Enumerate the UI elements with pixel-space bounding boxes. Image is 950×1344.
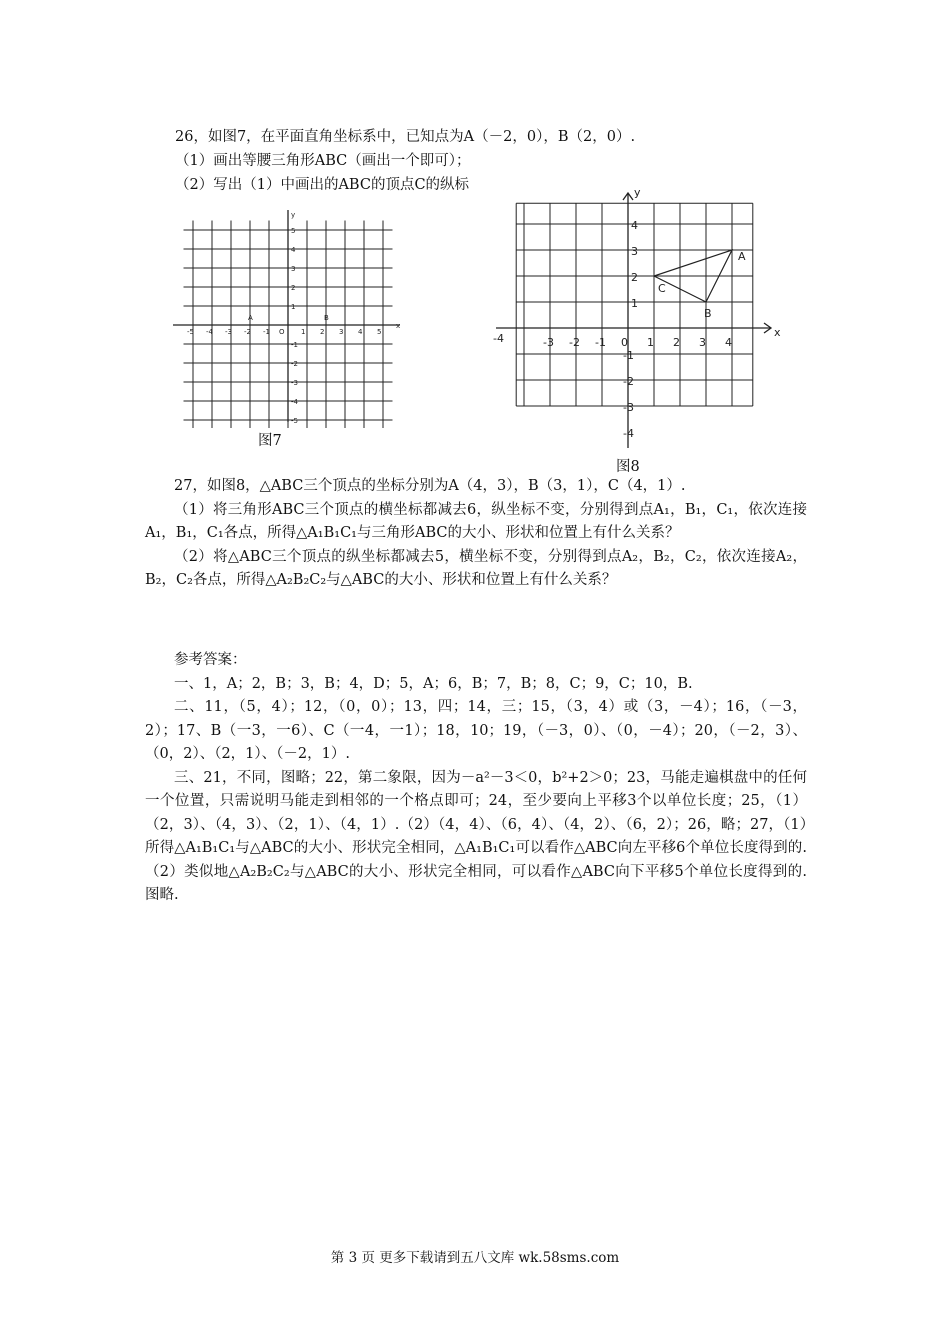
y-tick-label: -3 (291, 379, 298, 387)
x-tick-label: 4 (358, 328, 363, 336)
y-tick-label: -4 (291, 398, 298, 406)
y-tick-label: 1 (291, 303, 296, 311)
x-tick-label: -4 (206, 328, 213, 336)
y-tick-label: 5 (291, 227, 296, 235)
y-tick-label: -3 (623, 401, 634, 414)
x-tick-label: 1 (301, 328, 306, 336)
x-tick-label: 2 (673, 336, 680, 349)
q27-part1: （1）将三角形ABC三个顶点的横坐标都减去6，纵坐标不变，分别得到点A₁，B₁，C₁，依次连接A₁，B₁，C₁各点，所得△A₁B₁C₁与三角形ABC的大小、形状和位置上有什么关系？ (145, 501, 807, 541)
answers-title: 参考答案： (174, 652, 247, 668)
answers-block (145, 649, 807, 908)
q26-part1: （1）画出等腰三角形ABC（画出一个即可）； (175, 153, 471, 169)
x-tick-label: -3 (225, 328, 232, 336)
q27-block (145, 475, 807, 593)
x-tick-label: 1 (647, 336, 654, 349)
point-b-label: B (704, 307, 712, 320)
y-tick-label: -2 (291, 360, 298, 368)
x-axis-label: x (396, 322, 401, 330)
x-tick-label: 5 (377, 328, 382, 336)
figure-8-grid (488, 180, 788, 455)
q27-part2: （2）将△ABC三个顶点的纵坐标都减去5，横坐标不变，分别得到点A₂，B₂，C₂，依次连接A₂，B₂，C₂各点，所得△A₂B₂C₂与△ABC的大小、形状和位置上有什么关系？ (145, 548, 807, 588)
x-tick-label: -2 (569, 336, 580, 349)
origin-label: O (279, 328, 285, 336)
y-tick-label: -5 (291, 417, 298, 425)
point-c-label: C (658, 282, 666, 295)
answers-section-2: 二、11，（5，4）；12，（0，0）；13，四；14，三；15，（3，4）或（3，－4）；16，（－3，2）；17、B（一3，一6）、C（一4，一1）；18，10；19，（－3，0）、（0，－4）；20，（－2，3）、（0，2）、（2，1）、（－2，1）. (145, 699, 807, 762)
page-footer: 第 3 页 更多下载请到五八文库 wk.58sms.com (330, 1250, 620, 1266)
y-axis-label: y (291, 211, 296, 219)
x-tick-label: 2 (320, 328, 325, 336)
figure-7-grid (168, 208, 408, 428)
y-tick-label: -1 (291, 341, 298, 349)
x-tick-label: -4 (493, 332, 504, 345)
y-tick-label: -4 (623, 427, 634, 440)
x-tick-label: -2 (244, 328, 251, 336)
y-tick-label: 3 (631, 245, 638, 258)
x-tick-label: 0 (621, 336, 628, 349)
y-tick-label: 2 (291, 284, 296, 292)
x-tick-label: 3 (699, 336, 706, 349)
point-b-label: B (324, 314, 329, 322)
y-tick-label: -2 (623, 375, 634, 388)
y-tick-label: 3 (291, 265, 296, 273)
y-tick-label: 4 (291, 246, 296, 254)
x-tick-label: -3 (543, 336, 554, 349)
x-tick-label: 3 (339, 328, 344, 336)
y-axis-label: y (634, 186, 641, 199)
figure-8-caption: 图8 (616, 459, 640, 475)
y-tick-label: 1 (631, 297, 638, 310)
x-tick-label: 4 (725, 336, 732, 349)
answers-section-3: 三、21，不同，图略；22，第二象限，因为－a²－3＜0，b²+2＞0；23，马能走遍棋盘中的任何一个位置，只需说明马能走到相邻的一个格点即可；24，至少要向上平移3个以单位长度；25，（1）（2，3）、（4，3）、（2，1）、（4，1）.（2）（4，4）、（6，4）、（4，2）、（6，2）；26，略；27，（1）所得△A₁B₁C₁与△ABC的大小、形状完全相同，△A₁B₁C₁可以看作△ABC向左平移6个单位长度得到的.（2）类似地△A₂B₂C₂与△ABC的大小、形状完全相同，可以看作△ABC向下平移5个单位长度得到的.图略. (145, 769, 807, 903)
x-tick-label: -5 (187, 328, 194, 336)
point-a-label: A (248, 314, 253, 322)
point-a-label: A (738, 250, 746, 263)
figure-7-caption: 图7 (258, 433, 282, 449)
y-tick-label: -1 (623, 349, 634, 362)
x-tick-label: -1 (263, 328, 270, 336)
q27-stem: 27，如图8，△ABC三个顶点的坐标分别为A（4，3），B（3，1），C（4，1）. (174, 478, 686, 494)
y-tick-label: 2 (631, 271, 638, 284)
answers-section-1: 一、1，A；2，B；3，B；4，D；5，A；6，B；7，B；8，C；9，C；10，B. (174, 675, 693, 692)
y-tick-label: 4 (631, 219, 638, 232)
x-axis-label: x (774, 326, 781, 339)
x-tick-label: -1 (595, 336, 606, 349)
q26-part2: （2）写出（1）中画出的ABC的顶点C的纵标 (175, 177, 470, 193)
q26-stem: 26，如图7，在平面直角坐标系中，已知点为A（－2，0），B（2，0）. (175, 129, 636, 145)
